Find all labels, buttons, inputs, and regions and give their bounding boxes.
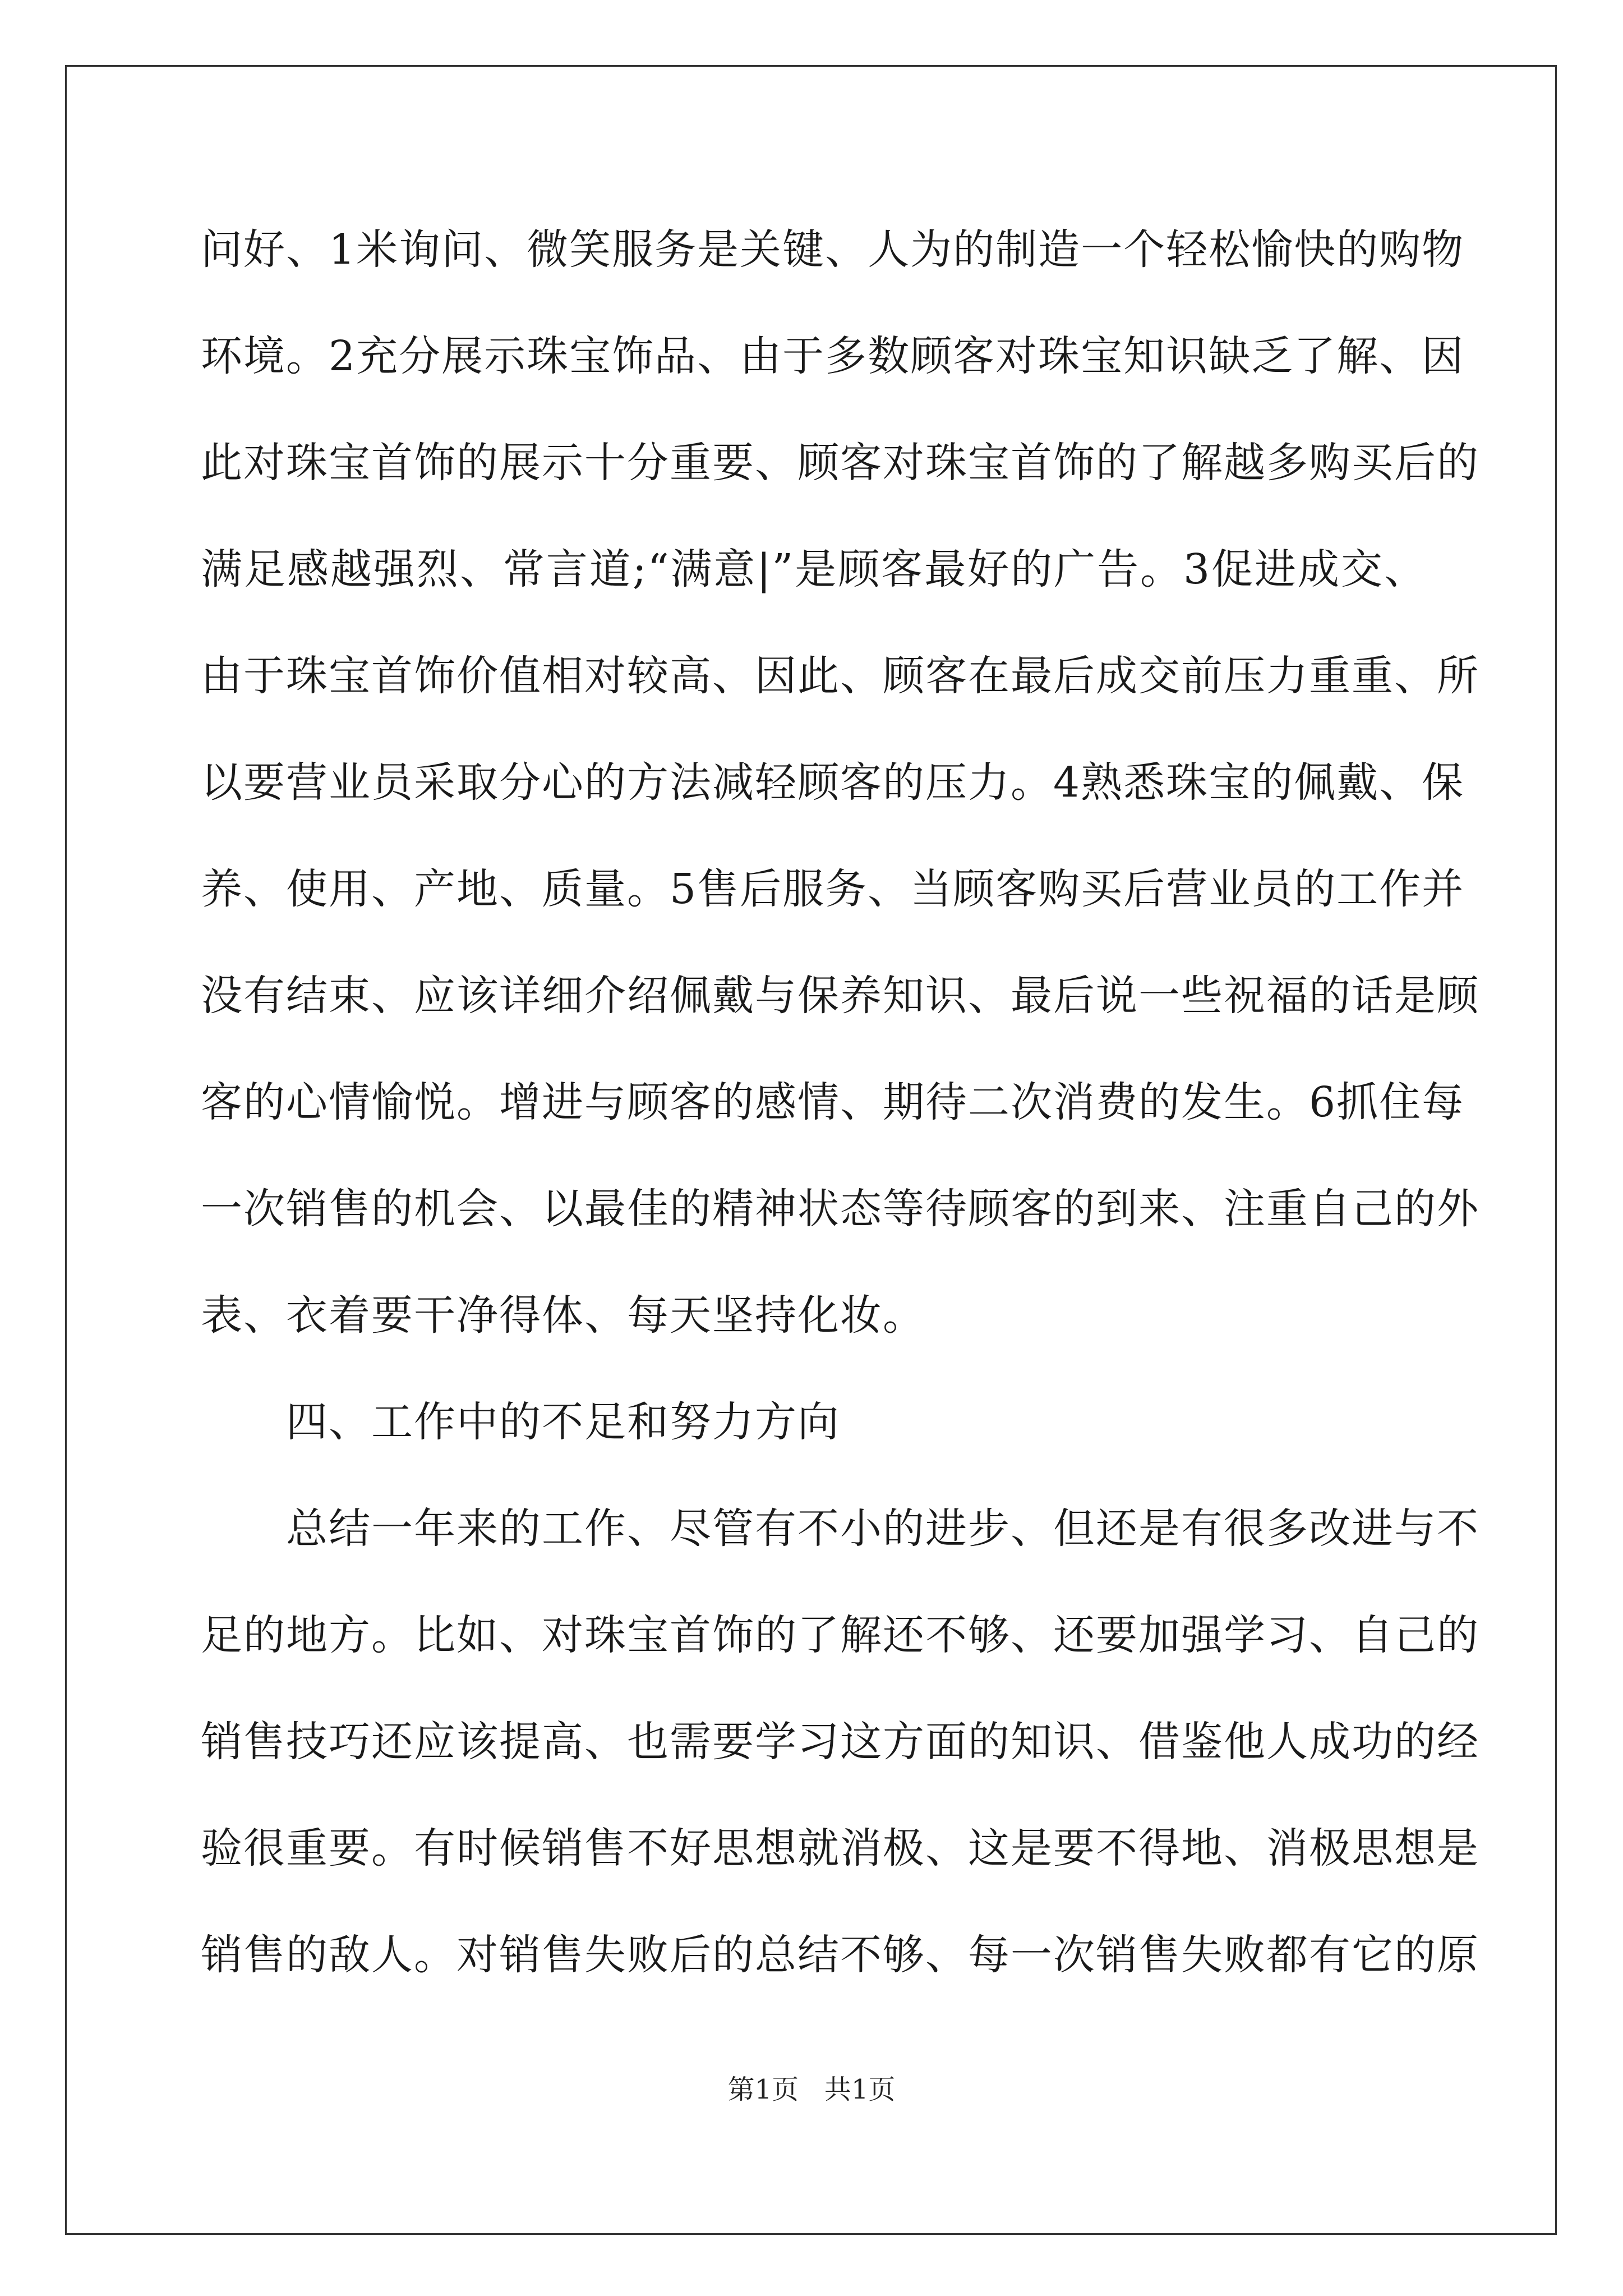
body-line: 表、衣着要干净得体、每天坚持化妆。 bbox=[201, 1291, 925, 1340]
body-line: 养、使用、产地、质量。5售后服务、当顾客购买后营业员的工作并 bbox=[201, 865, 1465, 913]
body-line: 此对珠宝首饰的展示十分重要、顾客对珠宝首饰的了解越多购买后的 bbox=[201, 439, 1479, 487]
body-line: 客的心情愉悦。增进与顾客的感情、期待二次消费的发生。6抓住每 bbox=[201, 1078, 1465, 1126]
body-line: 足的地方。比如、对珠宝首饰的了解还不够、还要加强学习、自己的 bbox=[201, 1611, 1479, 1659]
section-heading: 四、工作中的不足和努力方向 bbox=[286, 1398, 840, 1446]
body-line: 一次销售的机会、以最佳的精神状态等待顾客的到来、注重自己的外 bbox=[201, 1185, 1479, 1233]
body-line: 销售技巧还应该提高、也需要学习这方面的知识、借鉴他人成功的经 bbox=[201, 1718, 1479, 1766]
body-line: 由于珠宝首饰价值相对较高、因此、顾客在最后成交前压力重重、所 bbox=[201, 652, 1479, 700]
body-line: 验很重要。有时候销售不好思想就消极、这是要不得地、消极思想是 bbox=[201, 1824, 1479, 1872]
body-line: 没有结束、应该详细介绍佩戴与保养知识、最后说一些祝福的话是顾 bbox=[201, 972, 1479, 1020]
body-line: 问好、1米询问、微笑服务是关键、人为的制造一个轻松愉快的购物 bbox=[201, 226, 1465, 274]
body-line: 满足感越强烈、常言道;“满意|”是顾客最好的广告。3促进成交、 bbox=[201, 545, 1427, 593]
page-footer: 第1页 共1页 bbox=[727, 2074, 896, 2105]
document-body bbox=[201, 208, 1479, 2019]
body-line: 环境。2充分展示珠宝饰品、由于多数顾客对珠宝知识缺乏了解、因 bbox=[201, 332, 1465, 380]
body-line: 总结一年来的工作、尽管有不小的进步、但还是有很多改进与不 bbox=[286, 1504, 1479, 1553]
body-line: 销售的敌人。对销售失败后的总结不够、每一次销售失败都有它的原 bbox=[201, 1931, 1479, 1979]
body-line: 以要营业员采取分心的方法减轻顾客的压力。4熟悉珠宝的佩戴、保 bbox=[201, 758, 1465, 807]
